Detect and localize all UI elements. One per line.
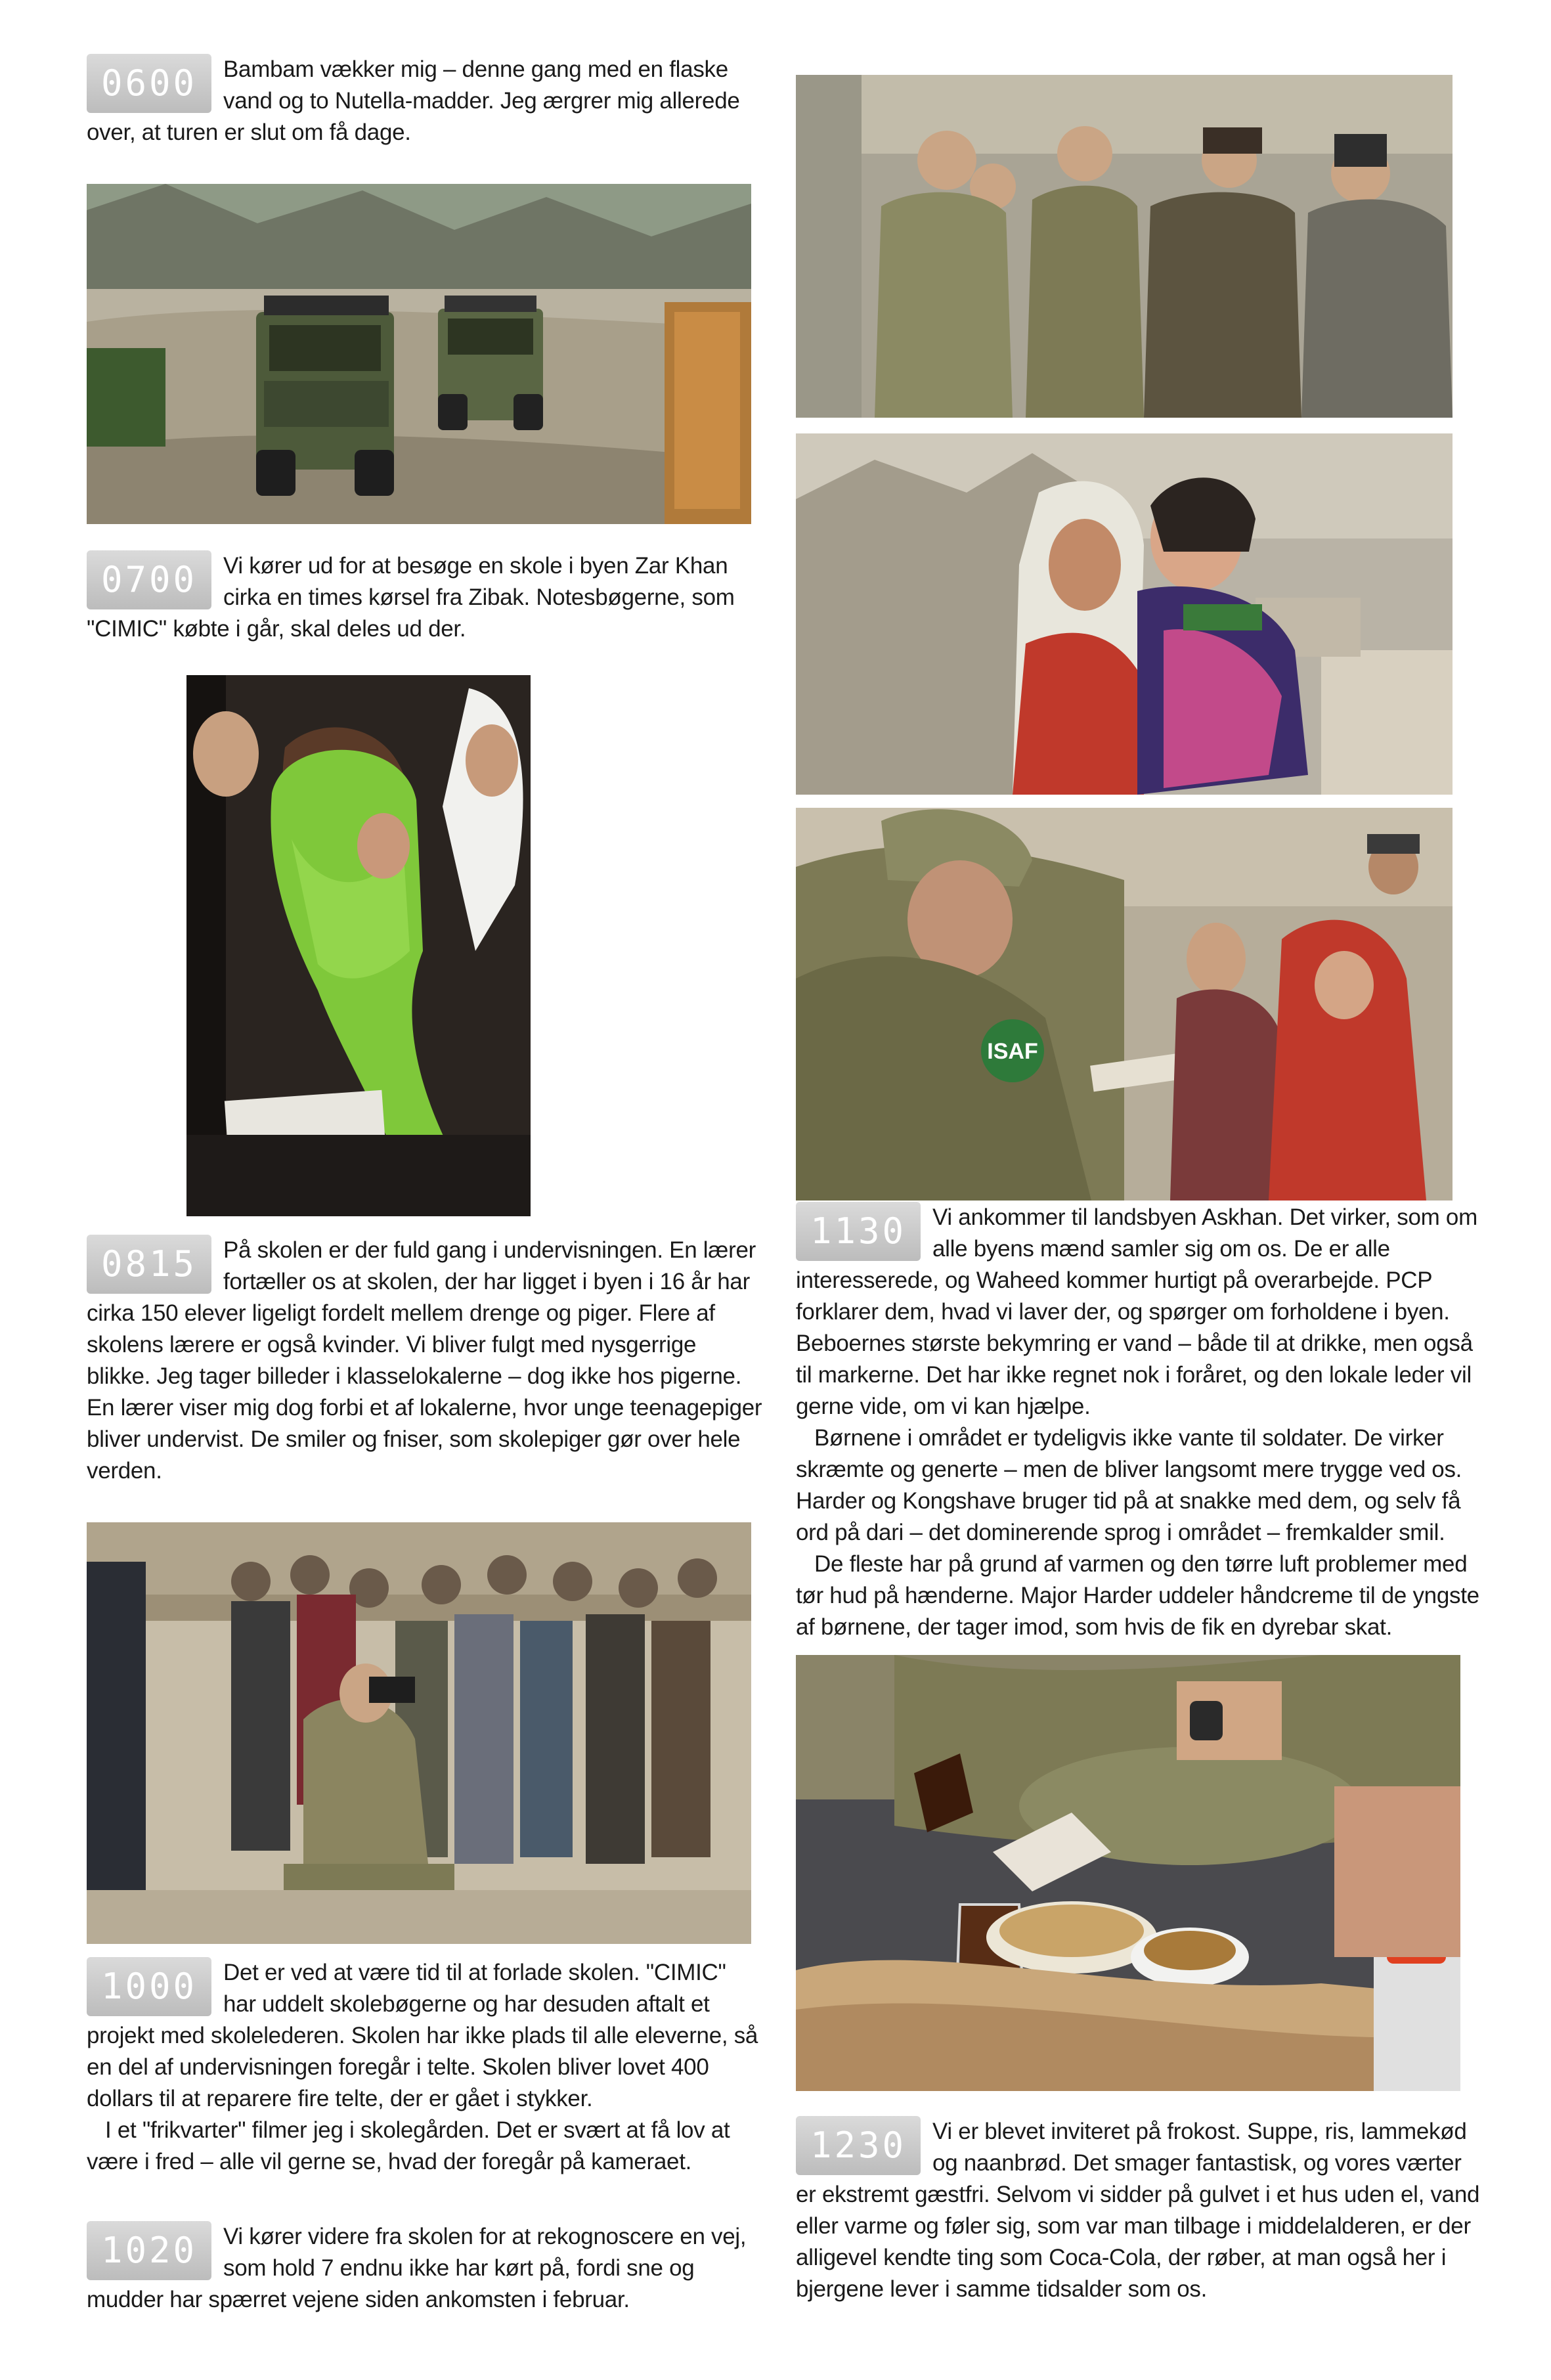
time-badge: 1130 (796, 1202, 921, 1261)
photo-vehicles (87, 184, 751, 524)
entry-0700 (87, 550, 763, 645)
entry-paragraph: Vi ankommer til landsbyen Askhan. Det virker, som om alle byens mænd samler sig om os. De er alle interesserede, og Waheed kommer hurtigt på overarbejde. PCP forklarer dem, hvad vi laver der, og spørger om forholdene i byen. Beboernes største bekymring er vand – både til at drikke, men også til markerne. Det har ikke regnet nok i foråret, og den lokale leder vil gerne vide, om vi kan hjælpe. (796, 1204, 1477, 1419)
entry-paragraph: På skolen er der fuld gang i undervisningen. En lærer fortæller os at skolen, der har ligget i byen i 16 år har cirka 150 elever ligeligt fordelt mellem drenge og piger. Flere af skolens lærere er også kvinder. Vi bliver fulgt med nysgerrige blikke. Jeg tager billeder i klasselokalerne – dog ikke hos pigerne. En lærer viser mig dog forbi et af lokalerne, hvor unge teenagepiger bliver undervist. De smiler og fniser, som skolepiger gør over hele verden. (87, 1237, 762, 1484)
photo-schoolgirls (186, 675, 531, 1216)
photo-schoolyard-filming (87, 1522, 751, 1944)
photo-girl-with-baby (796, 433, 1453, 795)
time-badge: 0600 (87, 54, 211, 113)
entry-paragraph: Vi kører ud for at besøge en skole i byen Zar Khan cirka en times kørsel fra Zibak. Notesbøgerne, som "CIMIC" købte i går, skal deles ud der. (87, 553, 735, 642)
entry-paragraph: Børnene i området er tydeligvis ikke vante til soldater. De virker skræmte og generte – men de bliver langsomt mere trygge ved os. Harder og Kongshave bruger tid på at snakke med dem, og selv få ord på dari – det dominerende sprog i området – fremkalder smil. (796, 1425, 1462, 1545)
entry-paragraph: Det er ved at være tid til at forlade skolen. "CIMIC" har uddelt skolebøgerne og har desuden aftalt et projekt med skolelederen. Skolen har ikke plads til alle eleverne, så en del af undervisningen foregår i telte. Skolen bliver lovet 400 dollars til at reparere fire telte, der er gået i stykker. (87, 1960, 758, 2111)
time-badge: 0815 (87, 1235, 211, 1294)
entry-0600 (87, 54, 763, 148)
entry-paragraph: Vi kører videre fra skolen for at rekognoscere en vej, som hold 7 endnu ikke har kørt på, fordi sne og mudder har spærret vejene siden ankomsten i februar. (87, 2224, 747, 2312)
entry-1020 (87, 2221, 763, 2316)
photo-soldier-with-children (796, 808, 1453, 1201)
photo-soldiers-villagers (796, 75, 1453, 418)
time-badge: 1000 (87, 1957, 211, 2016)
entry-1230 (796, 2116, 1485, 2305)
entry-paragraph: De fleste har på grund af varmen og den tørre luft problemer med tør hud på hænderne. Major Harder uddeler håndcreme til de yngste af børnene, der tager imod, som hvis de fik en dyrebar skat. (796, 1551, 1479, 1640)
time-badge: 0700 (87, 550, 211, 609)
time-badge: 1230 (796, 2116, 921, 2175)
entry-paragraph: I et "frikvarter" filmer jeg i skolegården. Det er svært at få lov at være i fred – alle vil gerne se, hvad der foregår på kameraet. (87, 2117, 730, 2174)
entry-1130 (796, 1202, 1485, 1643)
photo-lunch (796, 1655, 1460, 2091)
entry-1000 (87, 1957, 763, 2178)
entry-0815 (87, 1235, 763, 1487)
isaf-patch-text: ISAF (987, 1039, 1038, 1064)
time-badge: 1020 (87, 2221, 211, 2280)
entry-paragraph: Bambam vækker mig – denne gang med en flaske vand og to Nutella-madder. Jeg ærgrer mig allerede over, at turen er slut om få dage. (87, 56, 740, 145)
entry-paragraph: Vi er blevet inviteret på frokost. Suppe, ris, lammekød og naanbrød. Det smager fantastisk, og vores værter er ekstremt gæstfri. Selvom vi sidder på gulvet i et hus uden el, vand eller varme og føler sig, som var man tilbage i middelalderen, er der alligevel kendte ting som Coca-Cola, der røber, at man også her i bjergene lever i samme tidsalder som os. (796, 2119, 1480, 2302)
